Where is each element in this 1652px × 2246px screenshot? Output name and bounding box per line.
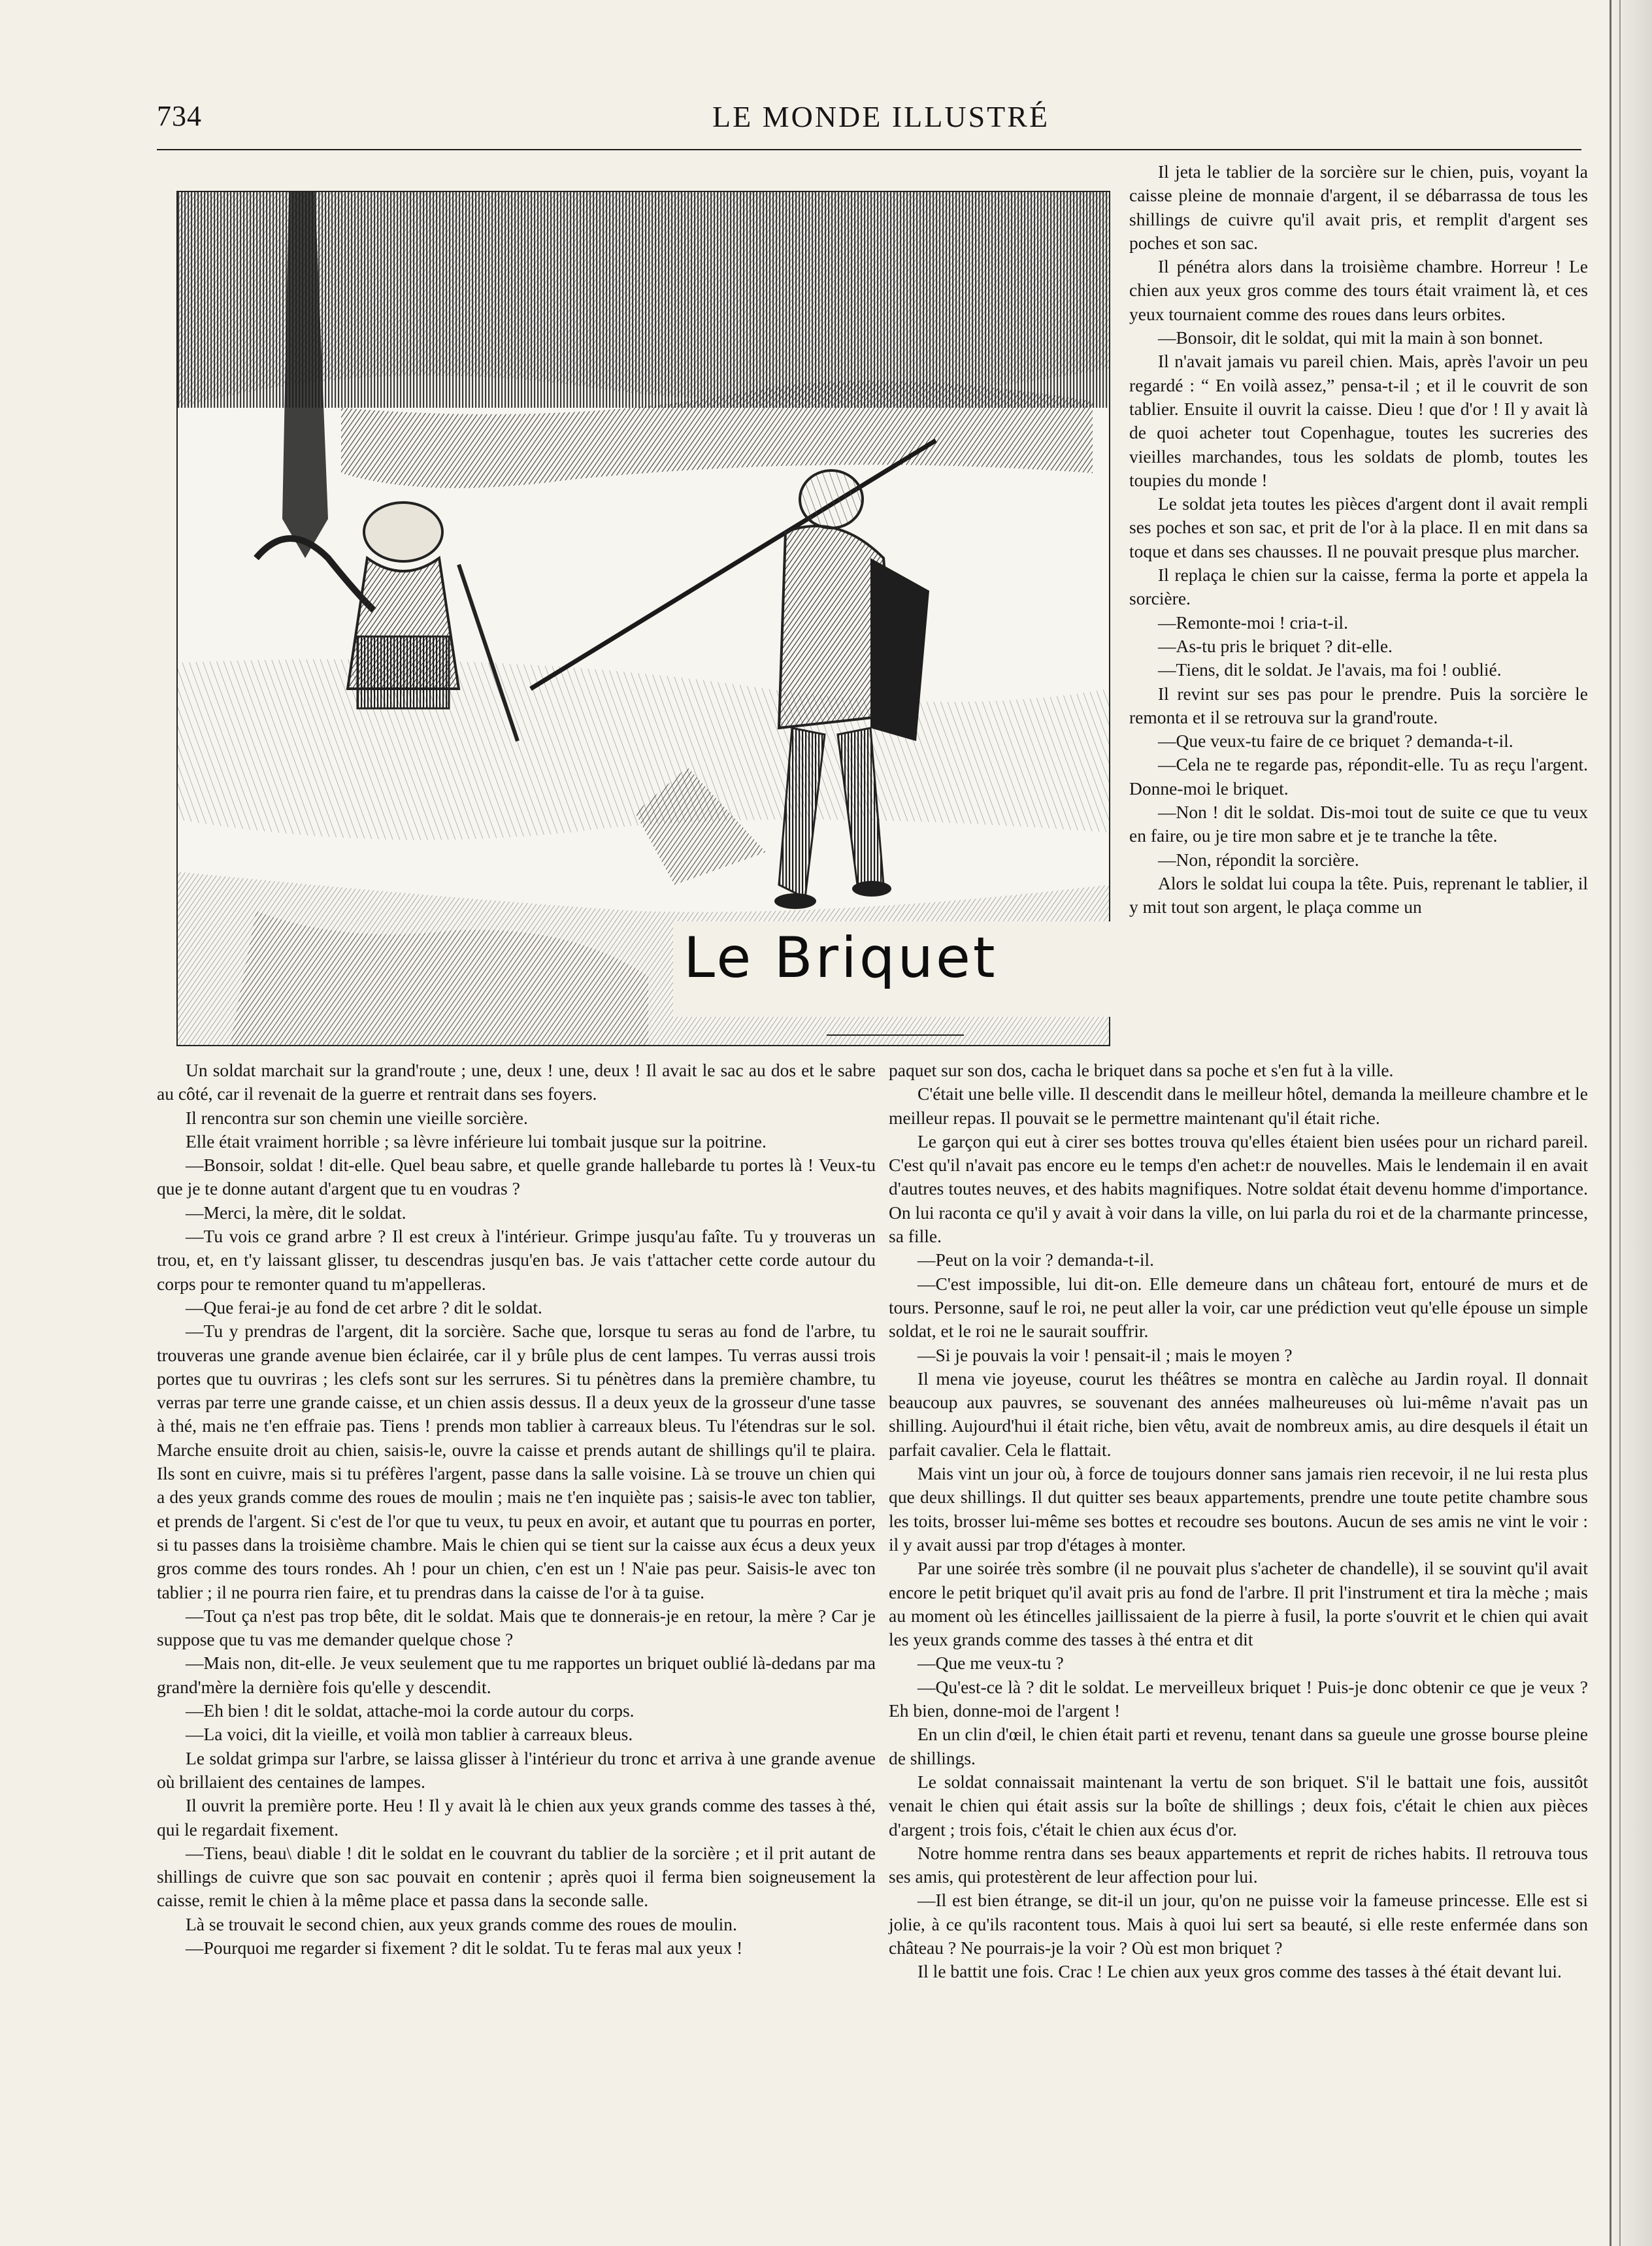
paragraph: Elle était vraiment horrible ; sa lèvre inférieure lui tombait jusque sur la poitrine. [186,1131,767,1151]
paragraph: Là se trouvait le second chien, aux yeux grands comme des roues de moulin. [186,1913,737,1934]
paragraph: —Non ! dit le soldat. Dis-moi tout de suite ce que tu veux en faire, ou je tire mon sabre et je te tranche la tête. [1129,802,1588,846]
paragraph: —Tout ça n'est pas trop bête, dit le soldat. Mais que te donnerais-je en retour, la mère ? Car je suppose que tu vas me demander quelque chose ? [157,1605,876,1650]
paragraph: —Il est bien étrange, se dit-il un jour, qu'on ne puisse voir la fameuse princesse. Elle est si jolie, à ce qu'ils racontent tous. Mais à quoi lui sert sa beauté, si elle reste enfermée dans son château ? Ne pourrais-je la voir ? Où est mon briquet ? [889,1890,1588,1958]
paragraph: Notre homme rentra dans ses beaux appartements et reprit de riches habits. Il retrouva tous ses amis, qui protestèrent de leur affection pour lui. [889,1842,1588,1887]
engraving-illustration [176,191,1110,1046]
column-left [157,1059,876,1960]
page-edge-shadow [1606,0,1652,2246]
paragraph: Mais vint un jour où, à force de toujours donner sans jamais rien recevoir, il ne lui resta plus que deux shillings. Il dut quitter ses beaux appartements, prendre une toute petite chambre sous les toits, brosser lui-même ses bottes et recoudre ses boutons. Aucun de ses amis ne vint le voir : il y avait aussi par trop d'étages à monter. [889,1463,1588,1555]
paragraph: —Tiens, beau\ diable ! dit le soldat en le couvrant du tablier de la sorcière ; et il prit autant de shillings de cuivre que son sac pouvait en contenir ; après quoi il ferma bien soigneusement la caisse, remit le chien à la même place et passa dans la seconde salle. [157,1842,876,1911]
page-header [157,99,1581,152]
column-right [889,1059,1588,1984]
paragraph: —Tu vois ce grand arbre ? Il est creux à l'intérieur. Grimpe jusqu'au faîte. Tu y trouveras un trou, et, en t'y laissant glisser, tu descendras jusqu'en bas. Je vais t'attacher cette corde autour du corps pour te remonter quand tu m'appelleras. [157,1226,876,1294]
page-edge-line [1610,0,1611,2246]
title-rule [827,1034,964,1036]
paragraph: Il pénétra alors dans la troisième chambre. Horreur ! Le chien aux yeux gros comme des tours était vraiment là, et ces yeux tournaient comme des roues dans leurs orbites. [1129,256,1588,324]
journal-title: LE MONDE ILLUSTRÉ [712,100,1050,133]
paragraph: C'était une belle ville. Il descendit dans le meilleur hôtel, demanda la meilleure chambre et le meilleur repas. Il pouvait se le permettre maintenant qu'il était riche. [889,1083,1588,1128]
paragraph: —Pourquoi me regarder si fixement ? dit le soldat. Tu te feras mal aux yeux ! [186,1937,743,1958]
paragraph: Le soldat jeta toutes les pièces d'argent dont il avait rempli ses poches et son sac, et prit de l'or à la place. Il en mit dans sa toque et dans ses chausses. Il ne pouvait presque plus marcher. [1129,493,1588,561]
paragraph: Le soldat grimpa sur l'arbre, se laissa glisser à l'intérieur du tronc et arriva à une grande avenue où brillaient des centaines de lampes. [157,1747,876,1792]
paragraph: —Tiens, dit le soldat. Je l'avais, ma foi ! oublié. [1158,659,1502,680]
paragraph: Il revint sur ses pas pour le prendre. Puis la sorcière le remonta et il se retrouva sur la grand'route. [1129,683,1588,727]
paragraph: —As-tu pris le briquet ? dit-elle. [1158,635,1393,656]
paragraph: Il mena vie joyeuse, courut les théâtres se montra en calèche au Jardin royal. Il donnait beaucoup aux pauvres, se souvenant des années malheureuses où lui-même n'avait pas un shilling. Aujourd'hui il était riche, bien vêtu, avait de nombreux amis, au dire desquels il était un parfait cavalier. Cela le flattait. [889,1368,1588,1460]
paragraph: —Mais non, dit-elle. Je veux seulement que tu me rapportes un briquet oublié là-dedans par ma grand'mère la dernière fois qu'elle y descendit. [157,1653,876,1697]
paragraph: —Tu y prendras de l'argent, dit la sorcière. Sache que, lorsque tu seras au fond de l'arbre, tu trouveras une grande avenue bien éclairée, car il y brûle plus de cent lampes. Tu verras aussi trois portes que tu ouvriras ; les clefs sont sur les serrures. Si tu pénètres dans la première chambre, tu verras par terre une grande caisse, et un chien assis dessus. Il a deux yeux de la grosseur d'une tasse à thé, mais ne t'en effraie pas. Tiens ! prends mon tablier à carreaux bleus. Tu l'étendras sur le sol. Marche ensuite droit au chien, saisis-le, ouvre la caisse et prends autant de shillings qu'il te plaira. Ils sont en cuivre, mais si tu préfères l'argent, passe dans la salle voisine. Là se trouve un chien qui a des yeux grands comme des roues de moulin ; mais ne t'en inquiète pas ; saisis-le avec ton tablier, et prends de l'argent. Si c'est de l'or que tu veux, tu peux en avoir, et autant que tu pourras en porter, si tu passes dans la troisième chambre. Mais le chien qui se tient sur la caisse aux écus a deux yeux gros comme des tours rondes. Ah ! pour un chien, c'en est un ! N'aie pas peur. Saisis-le avec ton tablier ; il ne pourra rien faire, et tu prendras dans la caisse de l'or à ta guise. [157,1321,876,1602]
page-edge-line-secondary [1619,0,1621,2246]
paragraph: Il replaça le chien sur la caisse, ferma la porte et appela la sorcière. [1129,565,1588,609]
header-rule [157,149,1581,150]
paragraph: Un soldat marchait sur la grand'route ; une, deux ! une, deux ! Il avait le sac au dos et le sabre au côté, car il revenait de la guerre et rentrait dans ses foyers. [157,1060,876,1104]
paragraph: —La voici, dit la vieille, et voilà mon tablier à carreaux bleus. [186,1724,633,1745]
paragraph: Par une soirée très sombre (il ne pouvait plus s'acheter de chandelle), il se souvint qu'il avait encore le petit briquet qu'il avait pris au fond de l'arbre. Il prit l'instrument et tira la mèche ; mais au moment où les étincelles jaillissaient de la pierre à fusil, la porte s'ouvrit et le chien qui avait les yeux grands comme des tasses à thé entra et dit [889,1558,1588,1650]
paragraph: —Cela ne te regarde pas, répondit-elle. Tu as reçu l'argent. Donne-moi le briquet. [1129,754,1588,799]
paragraph: —Que ferai-je au fond de cet arbre ? dit le soldat. [186,1296,542,1317]
page-number: 734 [157,100,202,132]
paragraph: —Qu'est-ce là ? dit le soldat. Le merveilleux briquet ! Puis-je donc obtenir ce que je veux ? Eh bien, donne-moi de l'argent ! [889,1676,1588,1721]
paragraph: —Que me veux-tu ? [917,1653,1064,1674]
paragraph: Il le battit une fois. Crac ! Le chien aux yeux gros comme des tasses à thé était devant lui. [917,1961,1562,1982]
column-top-right [1129,160,1588,919]
paragraph: En un clin d'œil, le chien était parti et revenu, tenant dans sa gueule une grosse bourse pleine de shillings. [889,1724,1588,1768]
story-title: Le Briquet [673,921,1151,1017]
paragraph: —Eh bien ! dit le soldat, attache-moi la corde autour du corps. [186,1700,635,1721]
paragraph: —Bonsoir, dit le soldat, qui mit la main à son bonnet. [1158,327,1544,348]
paragraph: —Non, répondit la sorcière. [1158,849,1359,870]
paragraph: —Merci, la mère, dit le soldat. [186,1202,406,1223]
paragraph: —Que veux-tu faire de ce briquet ? demanda-t-il. [1158,731,1513,751]
engraving-drawing [178,192,1109,1045]
paragraph: Il ouvrit la première porte. Heu ! Il y avait là le chien aux yeux grands comme des tasses à thé, qui le regardait fixement. [157,1795,876,1840]
paragraph: Le soldat connaissait maintenant la vertu de son briquet. S'il le battait une fois, aussitôt venait le chien qui était assis sur la boîte de shillings ; deux fois, c'était le chien aux pièces d'argent ; trois fois, c'était le chien aux écus d'or. [889,1771,1588,1840]
paragraph: —Remonte-moi ! cria-t-il. [1158,612,1348,633]
paragraph: paquet sur son dos, cacha le briquet dans sa poche et s'en fut à la ville. [889,1060,1394,1080]
paragraph: Le garçon qui eut à cirer ses bottes trouva qu'elles étaient bien usées pour un richard pareil. C'est qu'il n'avait pas encore eu le temps d'en achet:r de nouvelles. Mais le lendemain il en avait d'autres toutes neuves, et des habits magnifiques. Notre soldat était devenu homme d'importance. On lui raconta ce qu'il y avait à voir dans la ville, on lui parla du roi et de la charmante princesse, sa fille. [889,1131,1588,1247]
paragraph: Il n'avait jamais vu pareil chien. Mais, après l'avoir un peu regardé : “ En voilà assez,” pensa-t-il ; et il le couvrit de son tablier. Ensuite il ouvrit la caisse. Dieu ! que d'or ! Il y avait là de quoi acheter tout Copenhague, toutes les sucreries des vieilles marchandes, tous les soldats de plomb, toutes les toupies du monde ! [1129,351,1588,490]
paragraph: Il rencontra sur son chemin une vieille sorcière. [186,1107,528,1128]
paragraph: Il jeta le tablier de la sorcière sur le chien, puis, voyant la caisse pleine de monnaie d'argent, il se débarrassa de tous les shillings de cuivre qu'il avait pris, et remplit d'argent ses poches et son sac. [1129,161,1588,253]
paragraph: —Si je pouvais la voir ! pensait-il ; mais le moyen ? [917,1344,1293,1365]
paragraph: —Peut on la voir ? demanda-t-il. [917,1249,1154,1270]
paragraph: Alors le soldat lui coupa la tête. Puis, reprenant le tablier, il y mit tout son argent, le plaça comme un [1129,872,1588,917]
paragraph: —C'est impossible, lui dit-on. Elle demeure dans un château fort, entouré de murs et de tours. Personne, sauf le roi, ne peut aller la voir, car une prédiction veut qu'elle épouse un simple soldat, et le roi ne le saurait souffrir. [889,1273,1588,1342]
paragraph: —Bonsoir, soldat ! dit-elle. Quel beau sabre, et quelle grande hallebarde tu portes là ! Veux-tu que je te donne autant d'argent que tu en voudras ? [157,1155,876,1199]
